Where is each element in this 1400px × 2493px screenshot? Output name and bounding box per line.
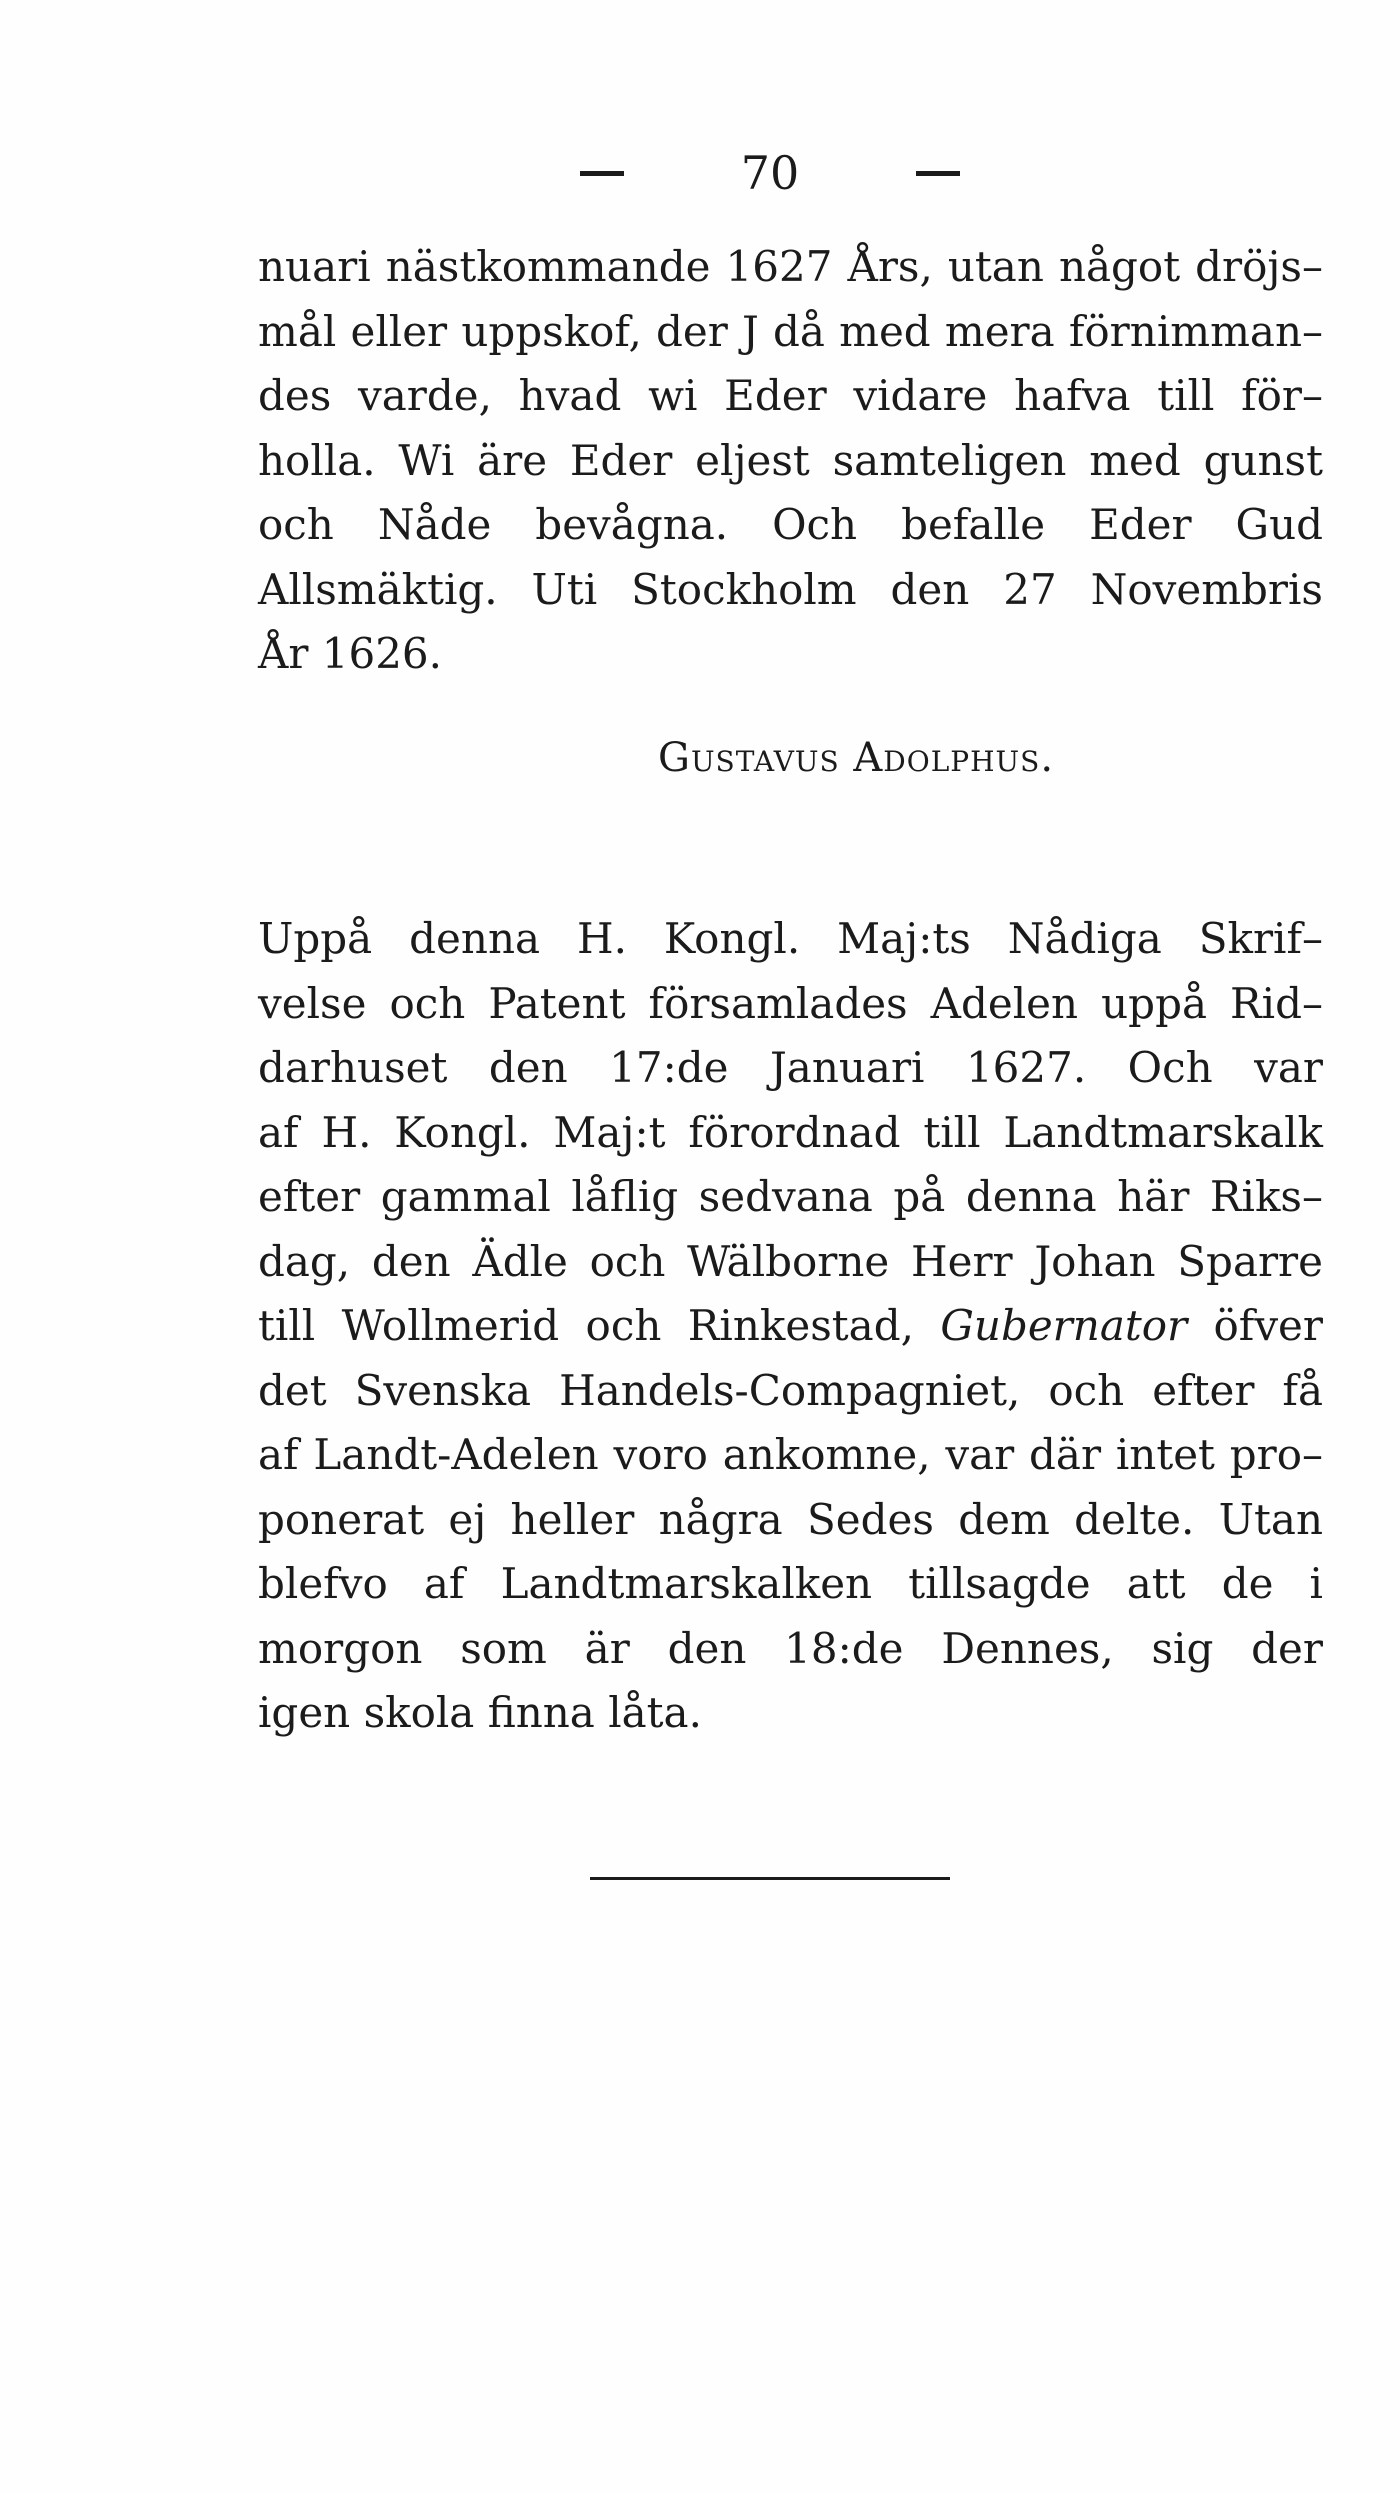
section-divider [590,1877,950,1880]
text-segment: till Wollmerid och Rinkestad, [258,1301,941,1350]
text-line: morgon som är den 18:de Dennes, sig der [258,1623,1323,1673]
text-line: af Landt-Adelen voro ankomne, var där intet pro– [258,1430,1323,1479]
text-segment: öfver [1187,1301,1323,1350]
text-line: dag, den Ädle och Wälborne Herr Johan Sparre [258,1236,1323,1286]
left-dash [580,171,624,176]
text-line: blefvo af Landtmarskalken tillsagde att de i [258,1559,1323,1608]
text-line: nuari nästkommande 1627 Års, utan något dröjs– [258,242,1323,291]
text-line: Uppå denna H. Kongl. Maj:ts Nådiga Skrif– [258,914,1323,963]
text-line: det Svenska Handels-Compagniet, och efter få [258,1365,1323,1415]
running-head [580,146,960,200]
text-line-with-italic [258,1294,1323,1359]
text-line: efter gammal låflig sedvana på denna här Riks– [258,1172,1323,1221]
text-line: af H. Kongl. Maj:t förordnad till Landtmarskalk [258,1107,1323,1157]
riksdag-paragraph [258,907,1323,1746]
text-line: igen skola finna låta. [258,1688,702,1737]
text-line: des varde, hvad wi Eder vidare hafva till för– [258,371,1323,420]
text-line: ponerat ej heller några Sedes dem delte. Utan [258,1494,1323,1544]
italic-term: Gubernator [940,1301,1188,1350]
text-line: Allsmäktig. Uti Stockholm den 27 Novembris [258,564,1323,614]
text-line: och Nåde bevågna. Och befalle Eder Gud [258,500,1323,549]
royal-signature: Gustavus Adolphus. [658,735,1055,781]
right-dash [916,171,960,176]
text-line: darhuset den 17:de Januari 1627. Och var [258,1043,1323,1092]
text-line: holla. Wi äre Eder eljest samteligen med gunst [258,435,1323,485]
page-number: 70 [740,146,800,200]
text-line: velse och Patent församlades Adelen uppå Rid– [258,978,1323,1028]
text-line: År 1626. [258,629,442,678]
letter-closing-paragraph [258,235,1323,687]
text-line: mål eller uppskof, der J då med mera förnimman– [258,306,1323,356]
